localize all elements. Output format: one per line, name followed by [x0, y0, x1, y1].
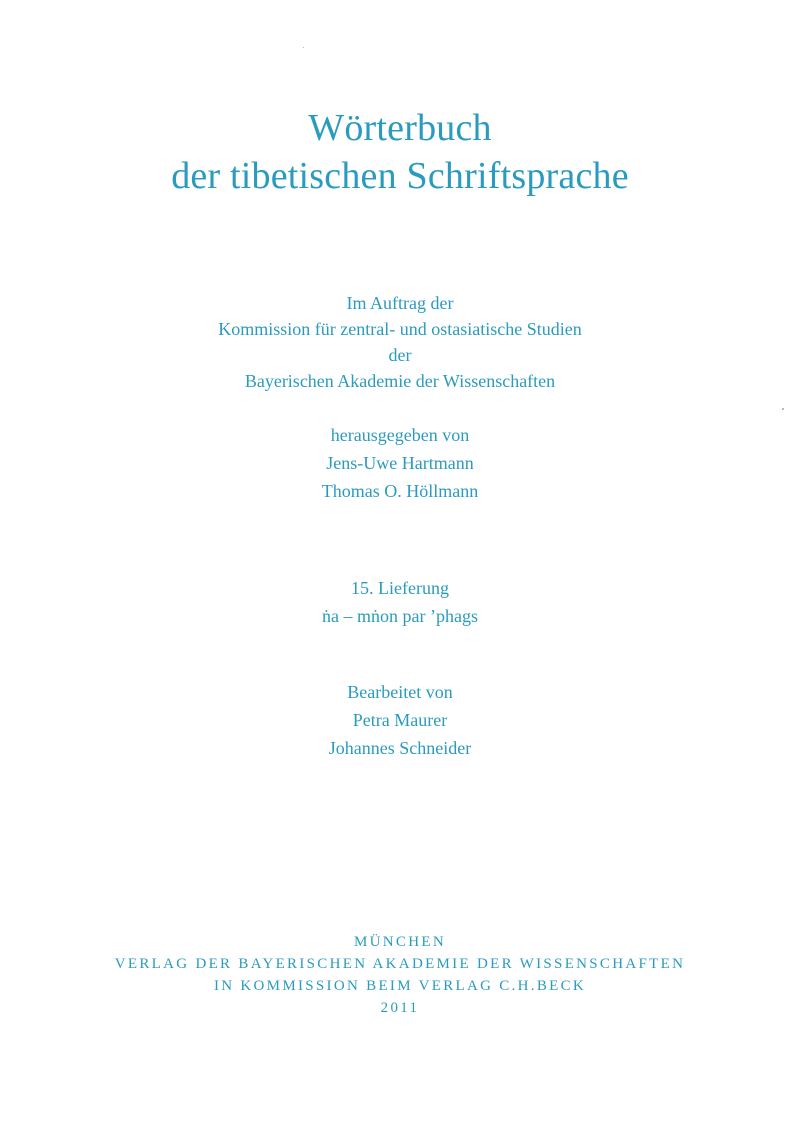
- issue-number: 15. Lieferung: [351, 578, 449, 598]
- commission-line-1: Im Auftrag der: [346, 293, 454, 313]
- publisher-year: 2011: [380, 1000, 420, 1016]
- issue-block: [0, 574, 800, 630]
- commission-line-2: Kommission für zentral- und ostasiatische Studien: [218, 319, 582, 339]
- paper-speck: [303, 47, 304, 48]
- compilers-block: [0, 678, 800, 762]
- book-title: [0, 104, 800, 200]
- compiler-name: Petra Maurer: [352, 710, 448, 730]
- issue-range: ṅa – mṅon par ’phags: [322, 606, 478, 626]
- paper-speck: [782, 408, 784, 410]
- editor-name: Thomas O. Höllmann: [321, 481, 479, 501]
- editors-block: [0, 421, 800, 505]
- publisher-city: MÜNCHEN: [354, 934, 446, 950]
- commission-block: [0, 290, 800, 394]
- compiler-name: Johannes Schneider: [328, 738, 472, 758]
- compilers-label: Bearbeitet von: [347, 682, 453, 702]
- editor-name: Jens-Uwe Hartmann: [326, 453, 474, 473]
- publisher-line-2: IN KOMMISSION BEIM VERLAG C.H.BECK: [213, 978, 587, 994]
- commission-line-3: der: [388, 345, 412, 365]
- title-line-1: Wörterbuch: [308, 107, 492, 149]
- editors-label: herausgegeben von: [330, 425, 470, 445]
- title-line-2: der tibetischen Schriftsprache: [171, 155, 629, 197]
- publisher-block: [0, 931, 800, 1019]
- publisher-line-1: VERLAG DER BAYERISCHEN AKADEMIE DER WISSENSCHAFTEN: [114, 956, 686, 972]
- commission-line-4: Bayerischen Akademie der Wissenschaften: [244, 371, 556, 391]
